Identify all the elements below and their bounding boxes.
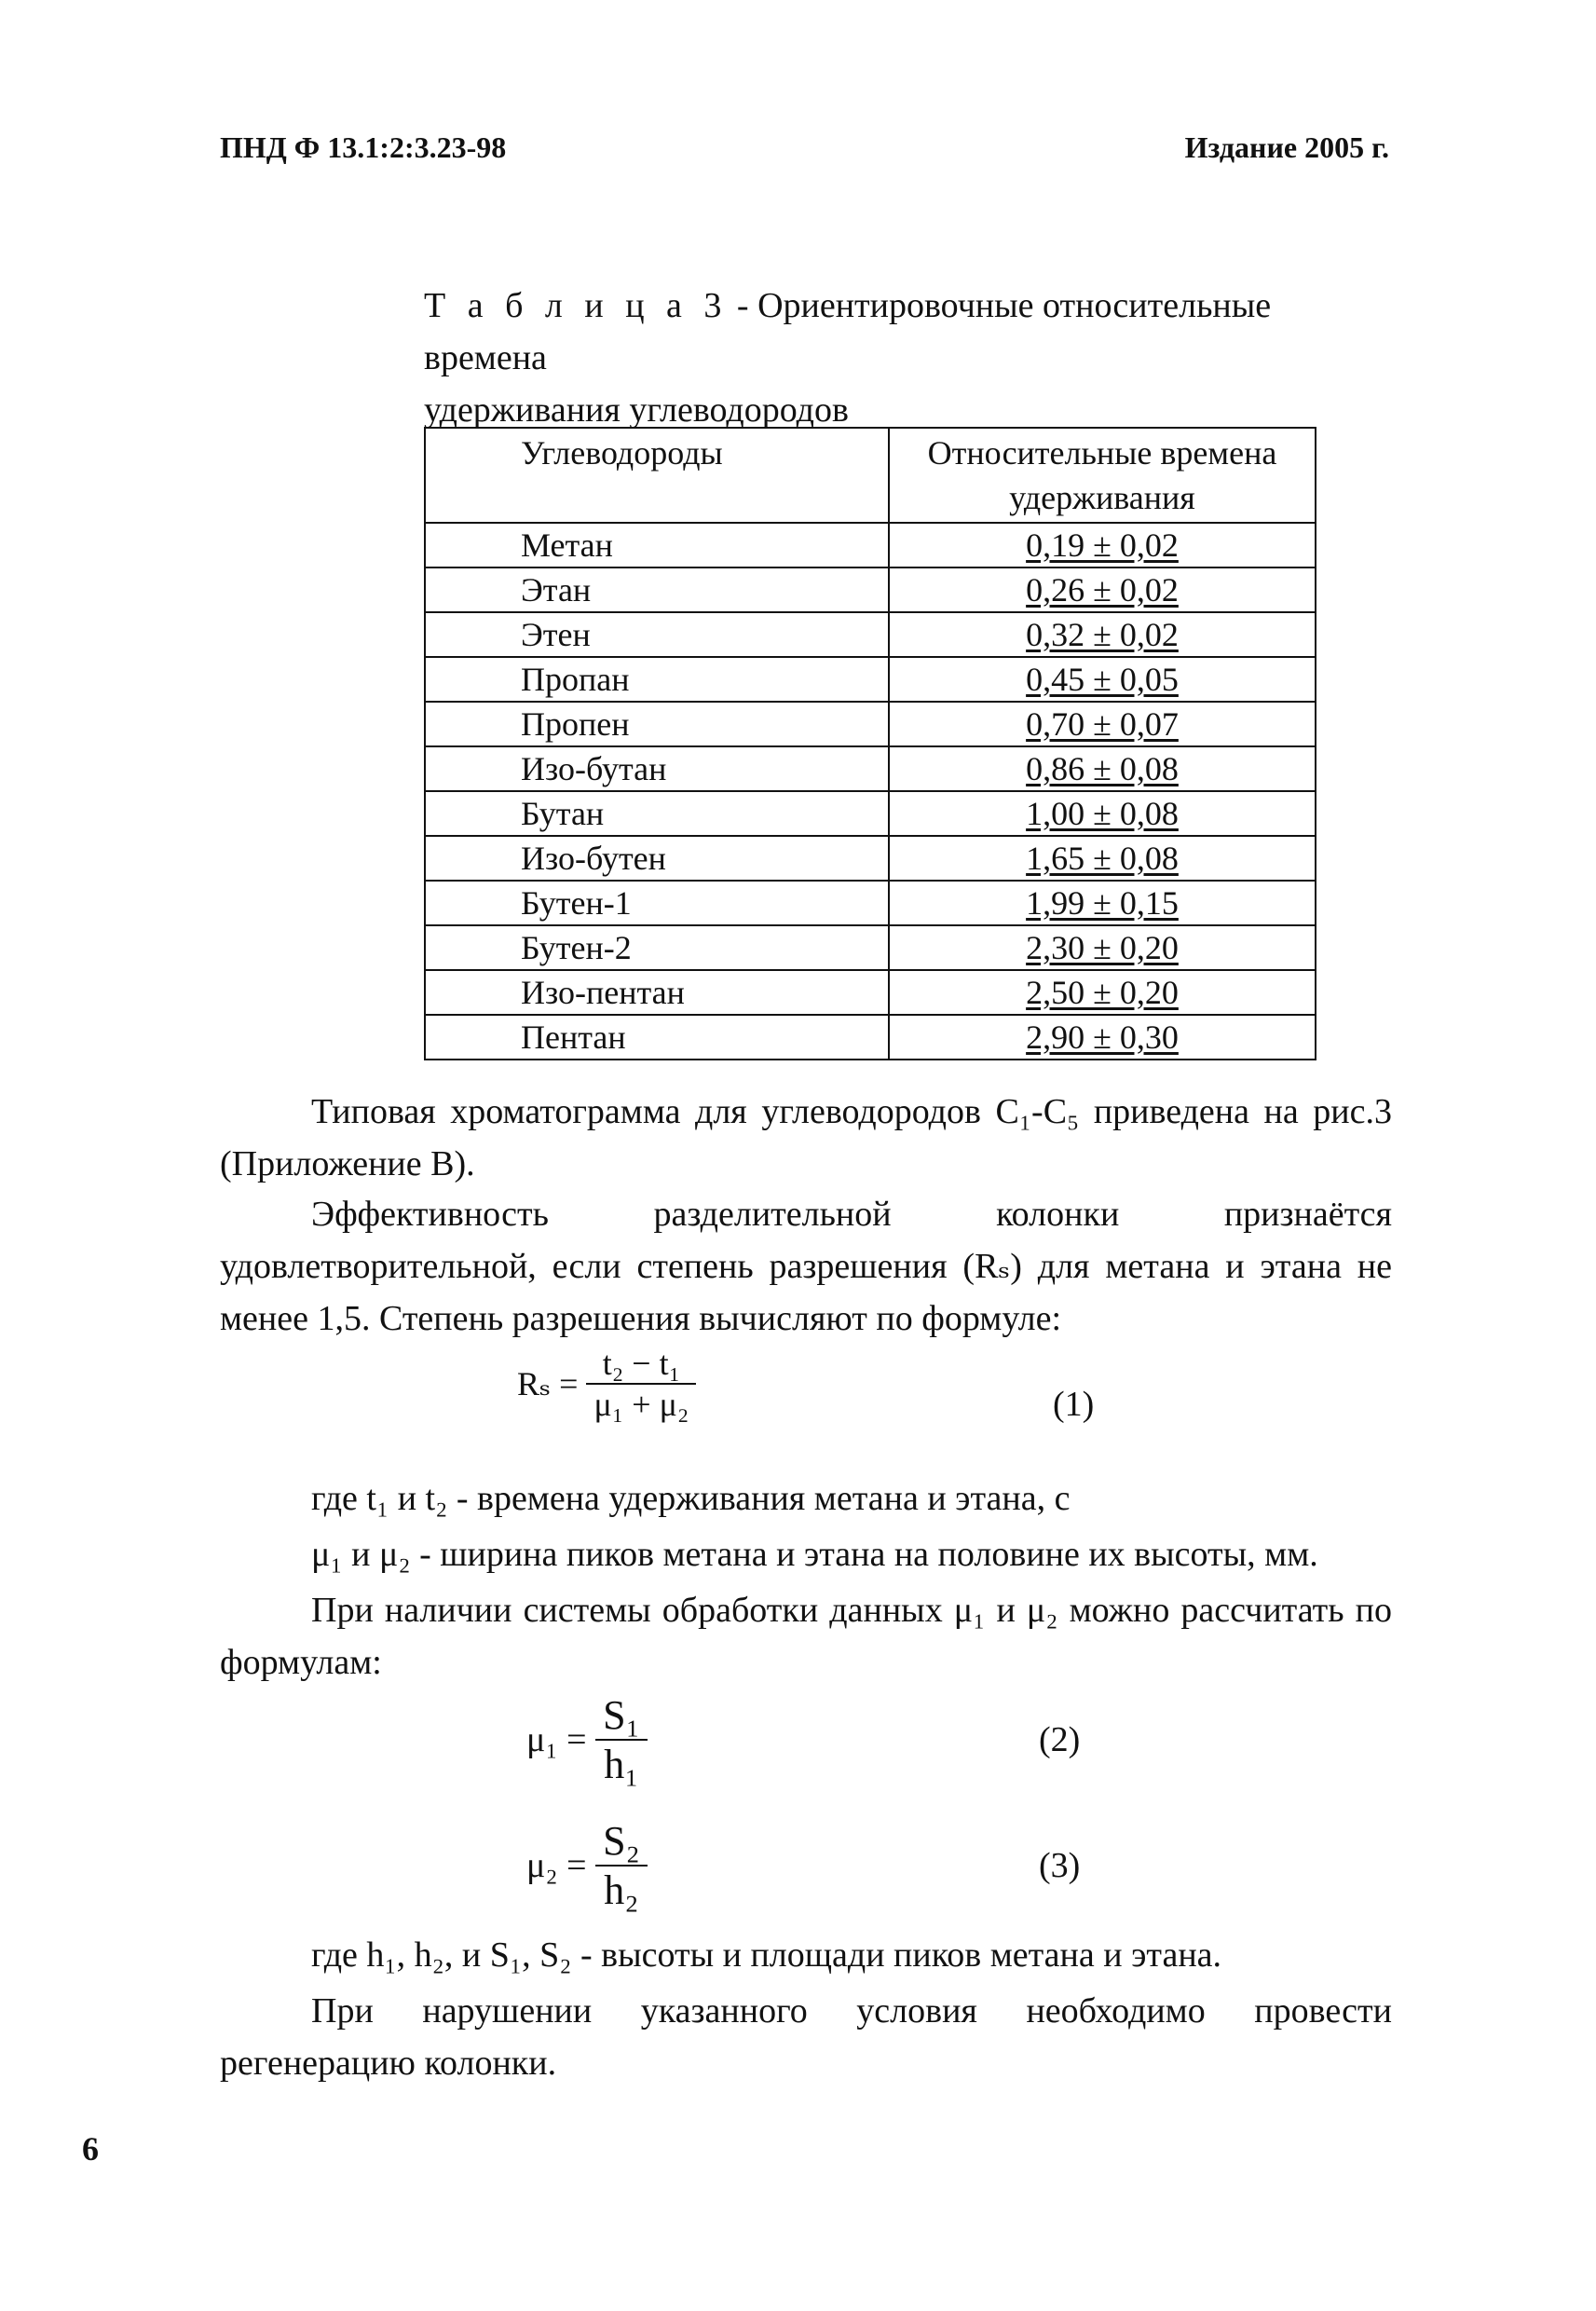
paragraph-efficiency <box>220 1188 1392 1345</box>
retention-value: 0,45 ± 0,05 <box>889 657 1316 702</box>
formula-mu1 <box>526 1691 648 1788</box>
table-caption-label: Т а б л и ц а 3 <box>424 286 729 325</box>
table-caption-line2: удерживания углеводородов <box>424 390 849 430</box>
hydrocarbon-name: Пентан <box>425 1015 889 1060</box>
table-row <box>425 657 1316 702</box>
retention-value: 0,26 ± 0,02 <box>889 567 1316 612</box>
formula-numerator: t₂ − t₁ <box>586 1344 696 1385</box>
formula-denominator: μ₁ + μ₂ <box>593 1386 689 1423</box>
retention-value: 0,32 ± 0,02 <box>889 612 1316 657</box>
definition-t: где t₁ и t₂ - времена удерживания метана и этана, с <box>311 1479 1071 1518</box>
formula-number: (1) <box>1053 1385 1095 1424</box>
table-header-row <box>425 428 1316 523</box>
column-header-retention-times <box>889 428 1316 523</box>
formula-fraction <box>595 1691 648 1788</box>
hydrocarbon-name: Бутен-2 <box>425 925 889 970</box>
column-header-hydrocarbons: Углеводороды <box>425 428 889 523</box>
table-row <box>425 612 1316 657</box>
formula-number: (3) <box>1039 1846 1081 1885</box>
definition-mu: μ₁ и μ₂ - ширина пиков метана и этана на половине их высоты, мм. <box>311 1535 1318 1574</box>
table-row <box>425 970 1316 1015</box>
paragraph-text: Типовая хроматограмма для углеводородов C₁-C₅ приведена на рис.3 (Приложение В). <box>220 1092 1392 1183</box>
column-header-retention-line2: удерживания <box>1009 479 1195 516</box>
page-number: 6 <box>82 2130 99 2167</box>
retention-value: 2,30 ± 0,20 <box>889 925 1316 970</box>
edition-label: Издание 2005 г. <box>1184 130 1389 164</box>
hydrocarbon-name: Изо-пентан <box>425 970 889 1015</box>
table-row <box>425 702 1316 746</box>
table-row <box>425 925 1316 970</box>
formula-denominator: h₂ <box>604 1867 639 1913</box>
definition-h-s: где h₁, h₂, и S₁, S₂ - высоты и площади пиков метана и этана. <box>311 1935 1222 1975</box>
paragraph-data-system <box>220 1584 1392 1689</box>
retention-value: 0,19 ± 0,02 <box>889 523 1316 567</box>
retention-value: 0,86 ± 0,08 <box>889 746 1316 791</box>
paragraph-regeneration <box>220 1985 1392 2089</box>
formula-fraction <box>586 1344 696 1424</box>
retention-value: 1,65 ± 0,08 <box>889 836 1316 881</box>
hydrocarbon-name: Изо-бутан <box>425 746 889 791</box>
formula-mu2 <box>526 1817 648 1914</box>
formula-fraction <box>595 1817 648 1914</box>
hydrocarbon-name: Этан <box>425 567 889 612</box>
retention-value: 0,70 ± 0,07 <box>889 702 1316 746</box>
formula-numerator: S₁ <box>595 1691 648 1741</box>
retention-value: 1,99 ± 0,15 <box>889 881 1316 925</box>
formula-resolution <box>517 1344 696 1424</box>
retention-value: 2,50 ± 0,20 <box>889 970 1316 1015</box>
formula-lhs: μ₁ = <box>526 1720 587 1759</box>
table-row <box>425 567 1316 612</box>
hydrocarbon-name: Этен <box>425 612 889 657</box>
formula-denominator: h₁ <box>604 1742 639 1787</box>
retention-value: 1,00 ± 0,08 <box>889 791 1316 836</box>
formula-number: (2) <box>1039 1720 1081 1759</box>
paragraph-text: При наличии системы обработки данных μ₁ и μ₂ можно рассчитать по формулам: <box>220 1591 1392 1682</box>
formula-lhs: Rₛ = <box>517 1365 579 1402</box>
document-code: ПНД Ф 13.1:2:3.23-98 <box>220 130 507 164</box>
table-row <box>425 836 1316 881</box>
table-row <box>425 523 1316 567</box>
paragraph-text: Эффективность разделительной колонки признаётся удовлетворительной, если степень разрешения (Rₛ) для метана и этана не менее 1,5. Степень разрешения вычисляют по формуле: <box>220 1195 1392 1338</box>
hydrocarbon-name: Изо-бутен <box>425 836 889 881</box>
hydrocarbon-name: Пропан <box>425 657 889 702</box>
table-row <box>425 1015 1316 1060</box>
hydrocarbon-name: Бутан <box>425 791 889 836</box>
retention-value: 2,90 ± 0,30 <box>889 1015 1316 1060</box>
table-caption <box>424 280 1356 436</box>
hydrocarbon-name: Бутен-1 <box>425 881 889 925</box>
hydrocarbon-name: Пропен <box>425 702 889 746</box>
paragraph-text: При нарушении указанного условия необходимо провести регенерацию колонки. <box>220 1991 1392 2083</box>
table-row <box>425 791 1316 836</box>
table-caption-text: - Ориентировочные относительные времена <box>424 286 1272 377</box>
retention-times-table <box>424 427 1316 1060</box>
column-header-retention-line1: Относительные времена <box>927 434 1277 472</box>
formula-lhs: μ₂ = <box>526 1846 587 1885</box>
table-row <box>425 746 1316 791</box>
formula-numerator: S₂ <box>595 1817 648 1867</box>
paragraph-chromatogram <box>220 1086 1392 1190</box>
table-row <box>425 881 1316 925</box>
hydrocarbon-name: Метан <box>425 523 889 567</box>
